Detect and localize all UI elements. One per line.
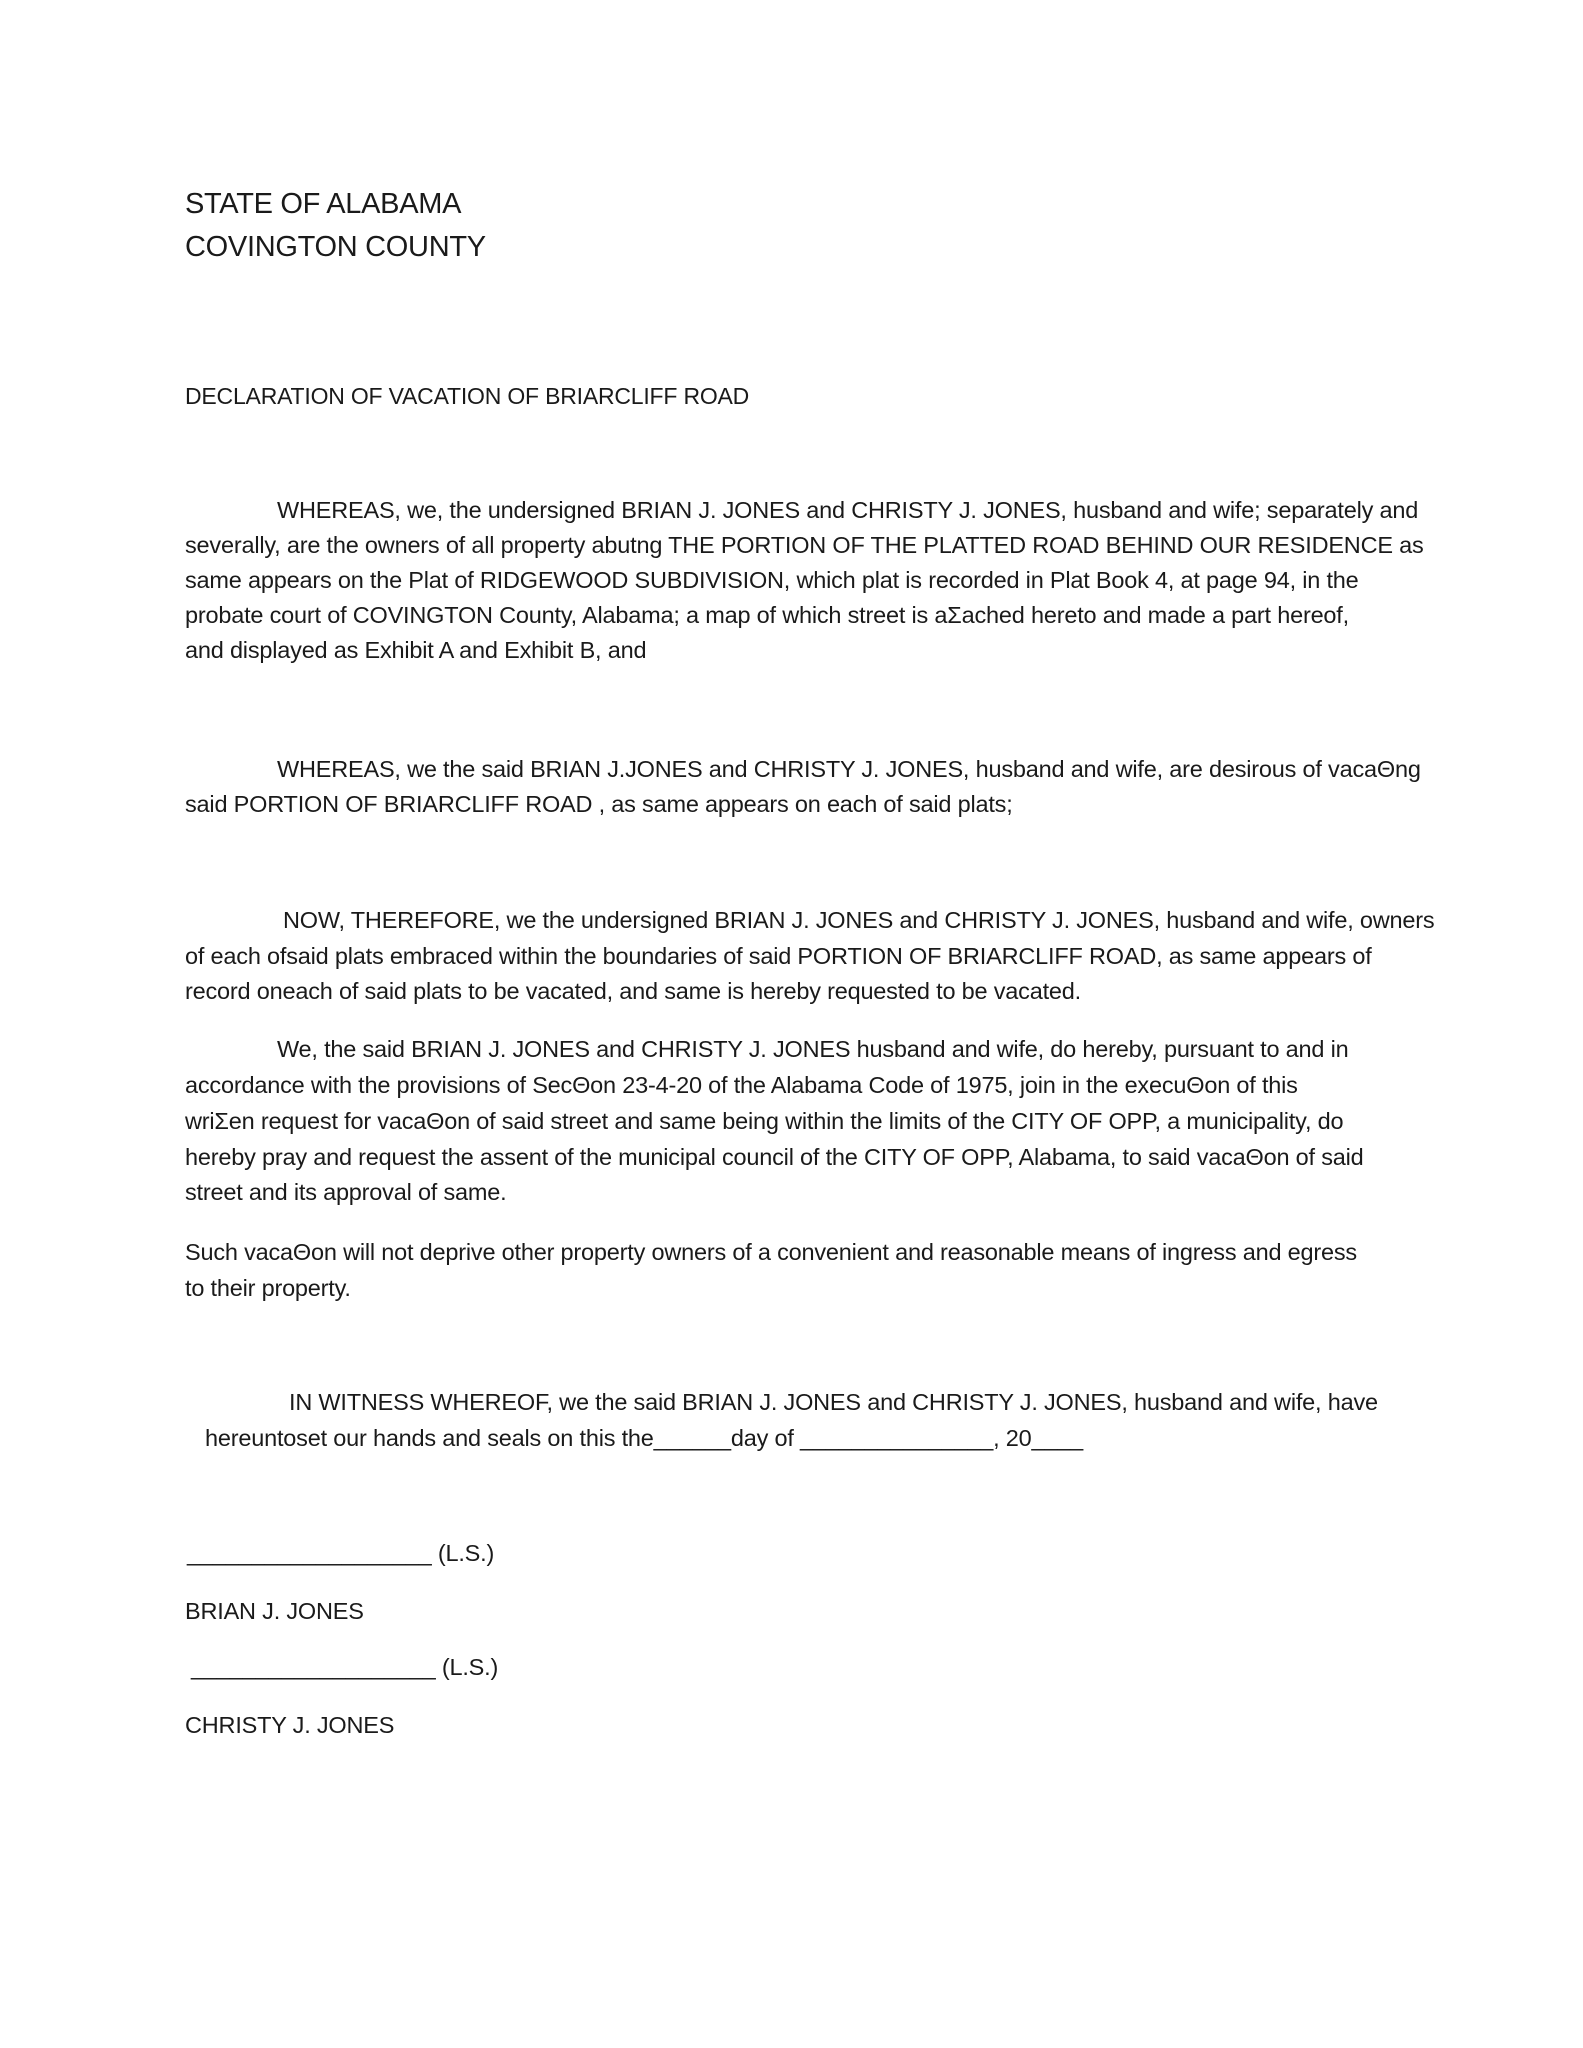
- paragraph-line: record oneach of said plats to be vacated, and same is hereby requested to be vacated.: [185, 978, 1081, 1004]
- paragraph-line: WHEREAS, we the said BRIAN J.JONES and CHRISTY J. JONES, husband and wife, are desirous of vacaΘng: [277, 756, 1421, 782]
- paragraph-line: NOW, THEREFORE, we the undersigned BRIAN J. JONES and CHRISTY J. JONES, husband and wife, owners: [283, 907, 1435, 933]
- paragraph-line: to their property.: [185, 1275, 351, 1301]
- paragraph-line: said PORTION OF BRIARCLIFF ROAD , as same appears on each of said plats;: [185, 791, 1013, 817]
- paragraph-line: wriΣen request for vacaΘon of said street and same being within the limits of the CITY OF OPP, a municipality, do: [185, 1108, 1344, 1134]
- signature-line: ___________________ (L.S.): [187, 1540, 495, 1566]
- signer-name: BRIAN J. JONES: [185, 1598, 364, 1624]
- paragraph-line: IN WITNESS WHEREOF, we the said BRIAN J. JONES and CHRISTY J. JONES, husband and wife, have: [289, 1389, 1378, 1415]
- signer-name: CHRISTY J. JONES: [185, 1712, 395, 1738]
- paragraph-line: probate court of COVINGTON County, Alabama; a map of which street is aΣached hereto and made a part hereof,: [185, 602, 1349, 628]
- paragraph-line: street and its approval of same.: [185, 1179, 507, 1205]
- paragraph-line: Such vacaΘon will not deprive other property owners of a convenient and reasonable means of ingress and egress: [185, 1239, 1357, 1265]
- county-heading: COVINGTON COUNTY: [185, 231, 486, 263]
- document-title: DECLARATION OF VACATION OF BRIARCLIFF ROAD: [185, 383, 750, 409]
- state-heading: STATE OF ALABAMA: [185, 188, 462, 220]
- paragraph-line: and displayed as Exhibit A and Exhibit B, and: [185, 637, 647, 663]
- paragraph-line: WHEREAS, we, the undersigned BRIAN J. JONES and CHRISTY J. JONES, husband and wife; separately and: [277, 497, 1419, 523]
- paragraph-line: hereuntoset our hands and seals on this the______day of _______________, 20____: [205, 1425, 1083, 1451]
- signature-line: ___________________ (L.S.): [191, 1654, 499, 1680]
- paragraph-line: of each ofsaid plats embraced within the boundaries of said PORTION OF BRIARCLIFF ROAD, as same appears of: [185, 943, 1372, 969]
- paragraph-line: We, the said BRIAN J. JONES and CHRISTY J. JONES husband and wife, do hereby, pursuant to and in: [277, 1036, 1349, 1062]
- paragraph-line: hereby pray and request the assent of the municipal council of the CITY OF OPP, Alabama, to said vacaΘon of said: [185, 1144, 1364, 1170]
- paragraph-line: same appears on the Plat of RIDGEWOOD SUBDIVISION, which plat is recorded in Plat Book 4, at page 94, in the: [185, 567, 1359, 593]
- paragraph-line: severally, are the owners of all property abutng THE PORTION OF THE PLATTED ROAD BEHIND OUR RESIDENCE as: [185, 532, 1424, 558]
- paragraph-line: accordance with the provisions of SecΘon 23-4-20 of the Alabama Code of 1975, join in the execuΘon of this: [185, 1072, 1298, 1098]
